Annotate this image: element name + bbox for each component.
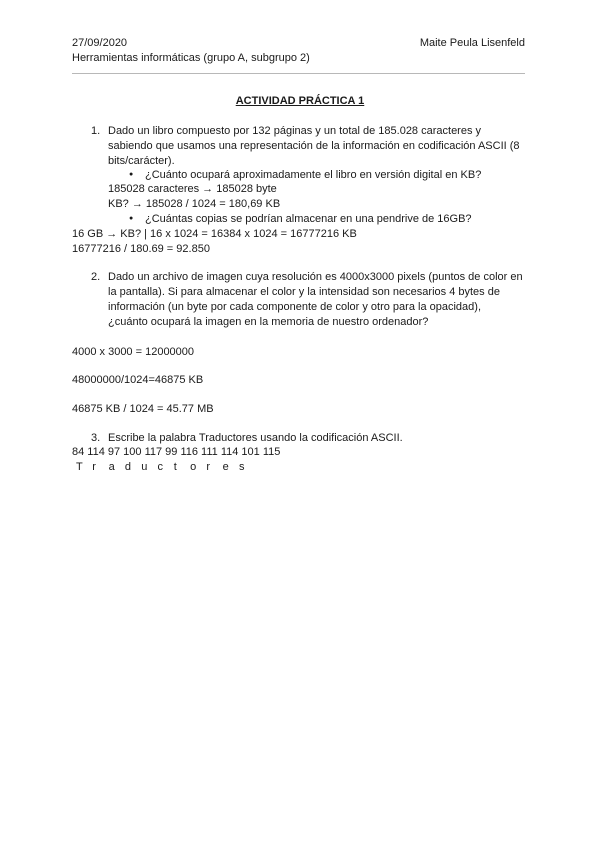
- q2-answer-2: 48000000/1024=46875 KB: [72, 374, 204, 386]
- q3-letter: c: [157, 461, 163, 473]
- q3-letter: o: [190, 461, 197, 473]
- q1-answer-4: 16777216 / 180.69 = 92.850: [72, 243, 210, 255]
- q3-ascii-codes: 84 114 97 100 117 99 116 111 114 101 115: [72, 446, 281, 458]
- q2-line-1: Dado un archivo de imagen cuya resolución es 4000x3000 pixels (puntos de color en: [108, 271, 523, 283]
- q3-letter: u: [141, 461, 148, 473]
- q2-answer-1: 4000 x 3000 = 12000000: [72, 346, 195, 358]
- q3-number: 3.: [91, 432, 101, 444]
- q3-letter: d: [124, 461, 132, 473]
- q3-letter: a: [108, 461, 115, 473]
- q1-answer-3: 16 GB → KB? | 16 x 1024 = 16384 x 1024 = 16777216 KB: [72, 228, 357, 240]
- q1-bullet-1: ● ¿Cuánto ocupará aproximadamente el libro en versión digital en KB?: [145, 168, 481, 182]
- header-course: Herramientas informáticas (grupo A, subgrupo 2): [72, 52, 310, 64]
- q1-answer-2: KB? → 185028 / 1024 = 180,69 KB: [108, 198, 281, 210]
- q3-letter: r: [92, 461, 96, 473]
- header-author: Maite Peula Lisenfeld: [419, 37, 525, 49]
- q2-line-2: la pantalla). Si para almacenar el color y la intensidad son necesarios 4 bytes de: [108, 286, 500, 298]
- q3-letters: [76, 460, 255, 474]
- q1-line-3: bits/carácter).: [108, 155, 175, 167]
- q1-number: 1.: [91, 125, 101, 137]
- page-title: ACTIVIDAD PRÁCTICA 1: [235, 95, 365, 107]
- q1-line-2: sabiendo que usamos una representación de la información en codificación ASCII (8: [108, 140, 520, 152]
- q3-letter: T: [76, 461, 83, 473]
- q1-bullet-2: ● ¿Cuántas copias se podrían almacenar en una pendrive de 16GB?: [145, 212, 472, 226]
- q3-letter: s: [238, 461, 245, 473]
- q3-line: Escribe la palabra Traductores usando la codificación ASCII.: [108, 432, 403, 444]
- q3-letter: e: [222, 461, 229, 473]
- header-divider: [72, 73, 525, 74]
- q1-line-1: Dado un libro compuesto por 132 páginas y un total de 185.028 caracteres y: [108, 125, 482, 137]
- q1-answer-1: 185028 caracteres → 185028 byte: [108, 183, 277, 195]
- q2-answer-3: 46875 KB / 1024 = 45.77 MB: [72, 403, 214, 415]
- q2-number: 2.: [91, 271, 101, 283]
- q2-line-4: ¿cuánto ocupará la imagen en la memoria de nuestro ordenador?: [108, 316, 429, 328]
- q3-letter: r: [206, 461, 211, 473]
- q2-line-3: información (un byte por cada componente de color y otro para la opacidad),: [108, 301, 481, 313]
- header-date: 27/09/2020: [72, 37, 128, 49]
- q3-letter: t: [173, 461, 177, 473]
